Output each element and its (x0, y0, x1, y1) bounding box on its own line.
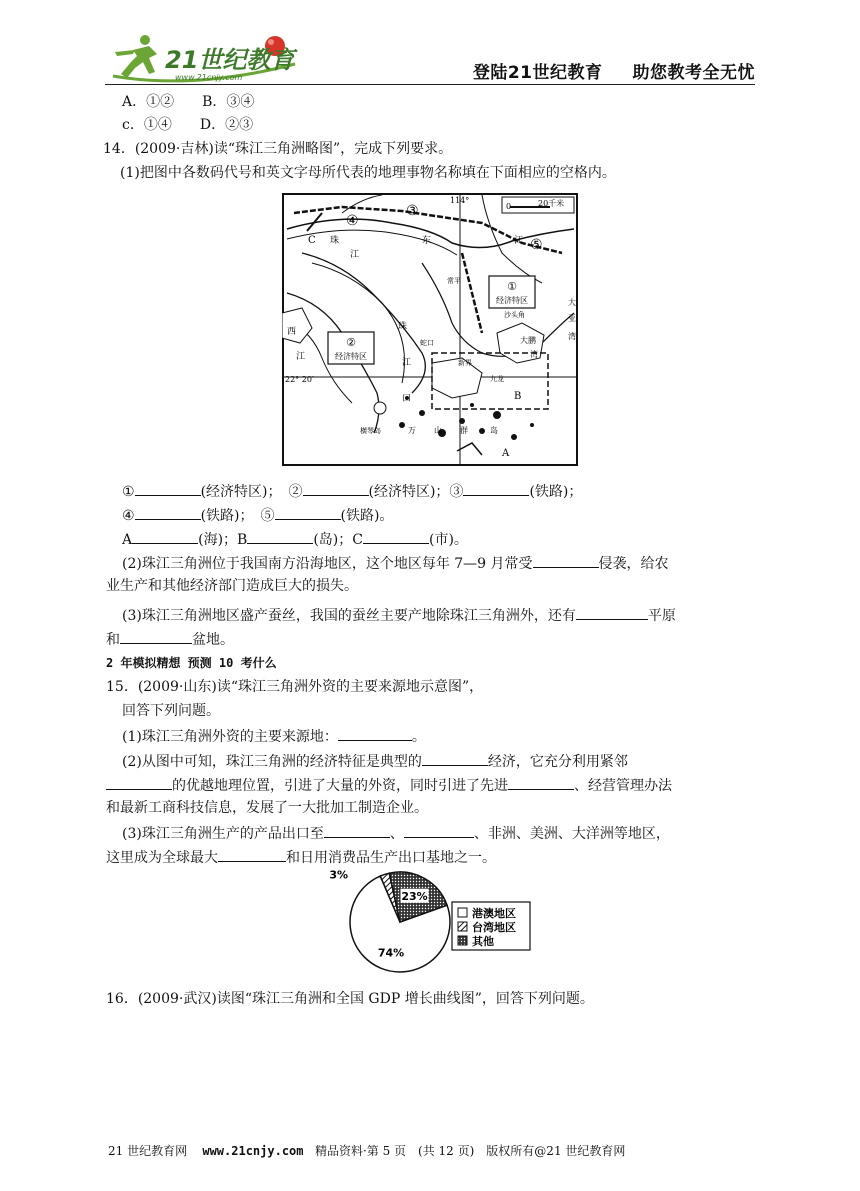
q15-sub2-cont2: 和最新工商科技信息，发展了一大批加工制造企业。 (106, 800, 428, 816)
svg-text:新界: 新界 (458, 359, 472, 367)
answer-blank[interactable] (363, 528, 429, 544)
answer-blank[interactable] (218, 846, 286, 862)
header-rule (105, 84, 755, 85)
svg-text:东: 东 (422, 236, 432, 246)
answer-blank[interactable] (404, 822, 474, 838)
slogan-right: 助您教考全无忧 (632, 63, 755, 83)
footer-site: 21 世纪教育网 (108, 1144, 188, 1158)
site-logo (105, 28, 305, 84)
footer-url[interactable]: www.21cnjy.com (202, 1144, 304, 1158)
svg-text:④: ④ (346, 213, 359, 229)
q15-sub2: (2)从图中可知，珠江三角洲的经济特征是典型的 经济，它充分利用紧邻 (122, 750, 628, 772)
q14-sub3: (3)珠江三角洲地区盛产蚕丝，我国的蚕丝主要产地除珠江三角洲外，还有 平原 (122, 604, 676, 626)
q15-sub1: (1)珠江三角洲外资的主要来源地： 。 (122, 725, 426, 747)
pie-label-1: 3% (329, 868, 348, 882)
pearl-river-delta-map (282, 193, 578, 466)
svg-text:岛: 岛 (490, 426, 498, 435)
answer-blank[interactable] (106, 774, 172, 790)
svg-text:蛇口: 蛇口 (420, 339, 434, 347)
foreign-capital-pie-chart (325, 868, 535, 976)
q14-stem: 14．(2009·吉林)读“珠江三角洲略图”，完成下列要求。 (103, 141, 453, 157)
page-header (105, 28, 755, 84)
pie-label-2: 23% (401, 889, 428, 903)
q14-sub3-cont: 和 盆地。 (106, 628, 234, 650)
answer-blank[interactable] (120, 628, 192, 644)
answer-blank[interactable] (132, 528, 198, 544)
svg-text:0: 0 (506, 202, 512, 211)
svg-text:www.21cnjy.com: www.21cnjy.com (175, 73, 243, 82)
svg-text:③: ③ (406, 203, 419, 219)
footer-info: 精品资料·第 5 页 (共 12 页) 版权所有@21 世纪教育网 (314, 1144, 626, 1158)
answer-blank[interactable] (303, 480, 369, 496)
answer-blank[interactable] (533, 552, 599, 568)
legend-swatch-0 (458, 908, 467, 917)
svg-text:横琴岛: 横琴岛 (360, 427, 381, 435)
answer-blank[interactable] (338, 725, 412, 741)
q13-options-line1: A．①② B．③④ (122, 94, 255, 110)
svg-text:九龙: 九龙 (490, 375, 504, 383)
svg-text:经济特区: 经济特区 (496, 296, 528, 305)
q14-sub2-cont: 业生产和其他经济部门造成巨大的损失。 (106, 578, 358, 594)
svg-text:江: 江 (296, 352, 306, 362)
svg-text:西: 西 (287, 327, 297, 337)
svg-text:22° 20′: 22° 20′ (285, 375, 314, 384)
svg-text:⑤: ⑤ (530, 237, 543, 253)
q14-row2: ④ (铁路)； ⑤ (铁路)。 (122, 504, 393, 526)
q14-row3: A (海)；B (岛)；C (市)。 (122, 528, 468, 550)
q14-row1: ① (经济特区)； ② (经济特区)；③ (铁路)； (122, 480, 582, 502)
svg-text:江: 江 (402, 358, 412, 368)
section-title: 2 年模拟精想 预测 10 考什么 (106, 656, 277, 670)
legend-label-1: 台湾地区 (472, 921, 516, 934)
svg-text:万: 万 (408, 426, 416, 435)
legend-swatch-1 (458, 922, 467, 931)
svg-text:江: 江 (514, 236, 524, 246)
svg-text:群: 群 (460, 426, 468, 435)
answer-blank[interactable] (275, 504, 341, 520)
q14-sub2: (2)珠江三角洲位于我国南方沿海地区，这个地区每年 7—9 月常受 侵袭，给农 (122, 552, 669, 574)
svg-text:B: B (514, 391, 522, 402)
answer-blank[interactable] (135, 504, 201, 520)
svg-text:A: A (502, 448, 510, 459)
answer-blank[interactable] (508, 774, 574, 790)
answer-blank[interactable] (135, 480, 201, 496)
pie-label-0: 74% (377, 946, 405, 960)
svg-text:114°: 114° (450, 196, 470, 205)
q13-options-line2: c．①④ D．②③ (122, 117, 254, 133)
header-slogan (443, 58, 755, 83)
legend-swatch-2 (458, 936, 467, 945)
answer-blank[interactable] (463, 480, 529, 496)
answer-blank[interactable] (576, 604, 648, 620)
svg-text:珠: 珠 (330, 236, 340, 246)
answer-blank[interactable] (422, 750, 488, 766)
svg-text:②: ② (346, 336, 356, 349)
legend-label-2: 其他 (472, 935, 494, 948)
svg-text:①: ① (507, 280, 517, 293)
svg-text:山: 山 (434, 426, 442, 435)
svg-text:湾: 湾 (530, 350, 538, 359)
svg-text:亚: 亚 (568, 314, 576, 323)
svg-text:21世纪教育: 21世纪教育 (165, 46, 295, 74)
answer-blank[interactable] (247, 528, 313, 544)
svg-text:经济特区: 经济特区 (335, 352, 367, 361)
q15-stem2: 回答下列问题。 (122, 703, 220, 719)
slogan-left: 登陆21世纪教育 (472, 63, 603, 83)
svg-text:江: 江 (350, 250, 360, 260)
q15-sub2-cont: 的优越地理位置，引进了大量的外资，同时引进了先进 、经营管理办法 (106, 774, 672, 796)
answer-blank[interactable] (324, 822, 390, 838)
svg-text:C: C (308, 235, 316, 246)
q15-sub3: (3)珠江三角洲生产的产品出口至 、 、非洲、美洲、大洋洲等地区， (122, 822, 670, 844)
svg-text:湾: 湾 (568, 332, 576, 341)
q15-sub3-cont: 这里成为全球最大 和日用消费品生产出口基地之一。 (106, 846, 496, 868)
q14-sub1: (1)把图中各数码代号和英文字母所代表的地理事物名称填在下面相应的空格内。 (120, 165, 616, 181)
svg-text:大: 大 (568, 298, 576, 307)
q15-stem: 15．(2009·山东)读“珠江三角洲外资的主要来源地示意图”， (106, 679, 484, 695)
q16-stem: 16．(2009·武汉)读图“珠江三角洲和全国 GDP 增长曲线图”，回答下列问题。 (106, 991, 594, 1007)
page-footer (108, 1142, 625, 1159)
svg-text:20千米: 20千米 (538, 199, 565, 208)
svg-text:大鹏: 大鹏 (520, 336, 536, 345)
svg-text:沙头角: 沙头角 (504, 311, 525, 319)
svg-text:常平: 常平 (447, 277, 461, 285)
svg-text:口: 口 (402, 394, 412, 404)
legend-label-0: 港澳地区 (472, 907, 516, 920)
svg-text:珠: 珠 (398, 322, 408, 332)
